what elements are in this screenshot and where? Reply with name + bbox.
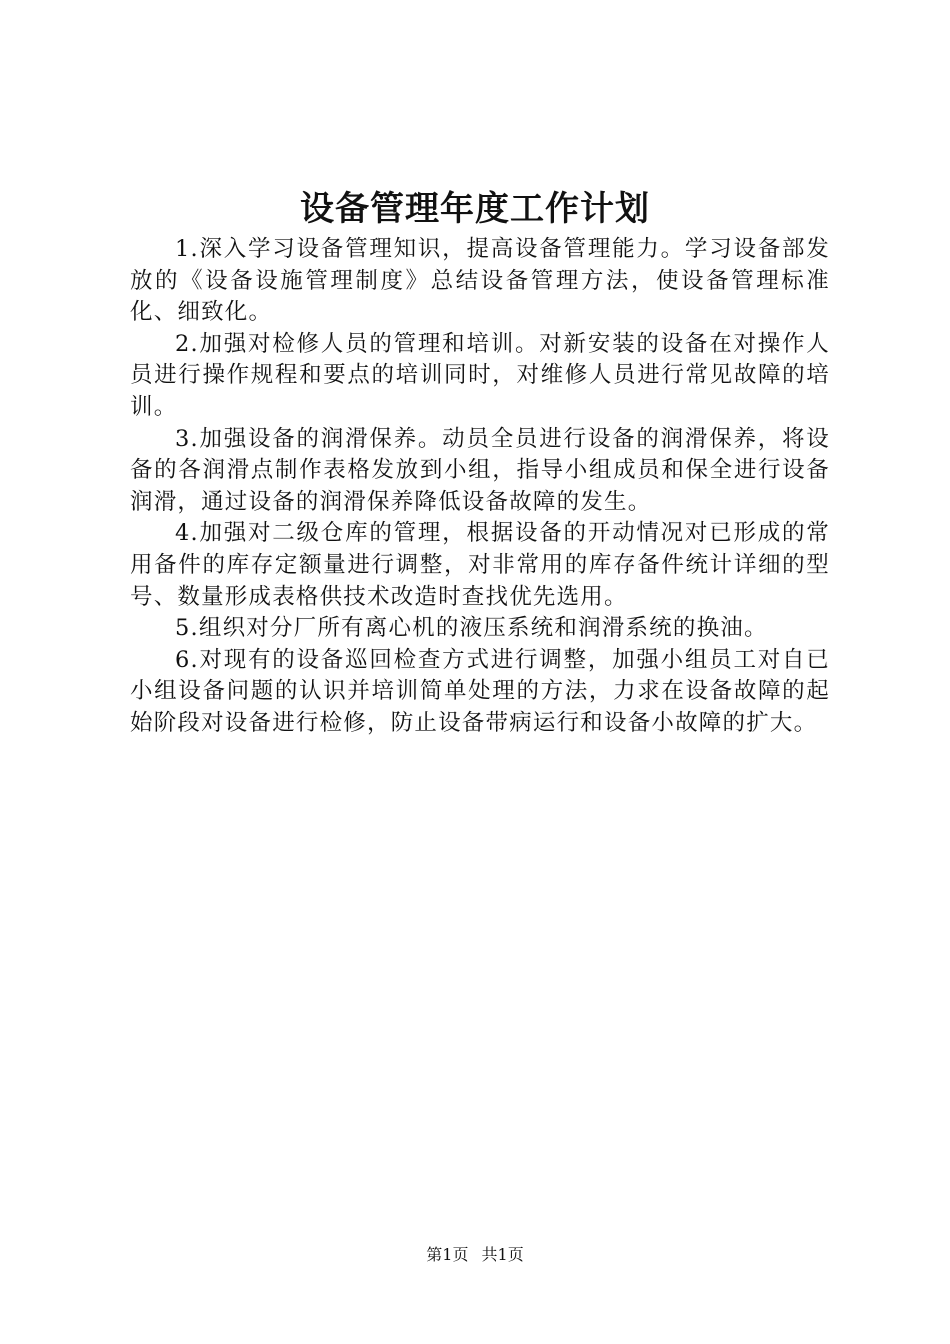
document-title: 设备管理年度工作计划 [300, 189, 650, 229]
page-number: 第1页 [426, 1245, 469, 1264]
page-total: 共1页 [481, 1245, 524, 1264]
document-body [130, 234, 830, 740]
paragraph-5: 5.组织对分厂所有离心机的液压系统和润滑系统的换油。 [175, 615, 768, 642]
paragraph-2: 2.加强对检修人员的管理和培训。对新安装的设备在对操作人员进行操作规程和要点的培训同时，对维修人员进行常见故障的培训。 [130, 330, 830, 420]
paragraph-1: 1.深入学习设备管理知识，提高设备管理能力。学习设备部发放的《设备设施管理制度》总结设备管理方法，使设备管理标准化、细致化。 [130, 236, 830, 326]
page-footer [0, 1244, 950, 1266]
paragraph-4: 4.加强对二级仓库的管理，根据设备的开动情况对已形成的常用备件的库存定额量进行调整，对非常用的库存备件统计详细的型号、数量形成表格供技术改造时查找优先选用。 [130, 520, 830, 610]
paragraph-6: 6.对现有的设备巡回检查方式进行调整，加强小组员工对自已小组设备问题的认识并培训简单处理的方法，力求在设备故障的起始阶段对设备进行检修，防止设备带病运行和设备小故障的扩大。 [130, 646, 830, 736]
paragraph-3: 3.加强设备的润滑保养。动员全员进行设备的润滑保养，将设备的各润滑点制作表格发放到小组，指导小组成员和保全进行设备润滑，通过设备的润滑保养降低设备故障的发生。 [130, 425, 830, 515]
